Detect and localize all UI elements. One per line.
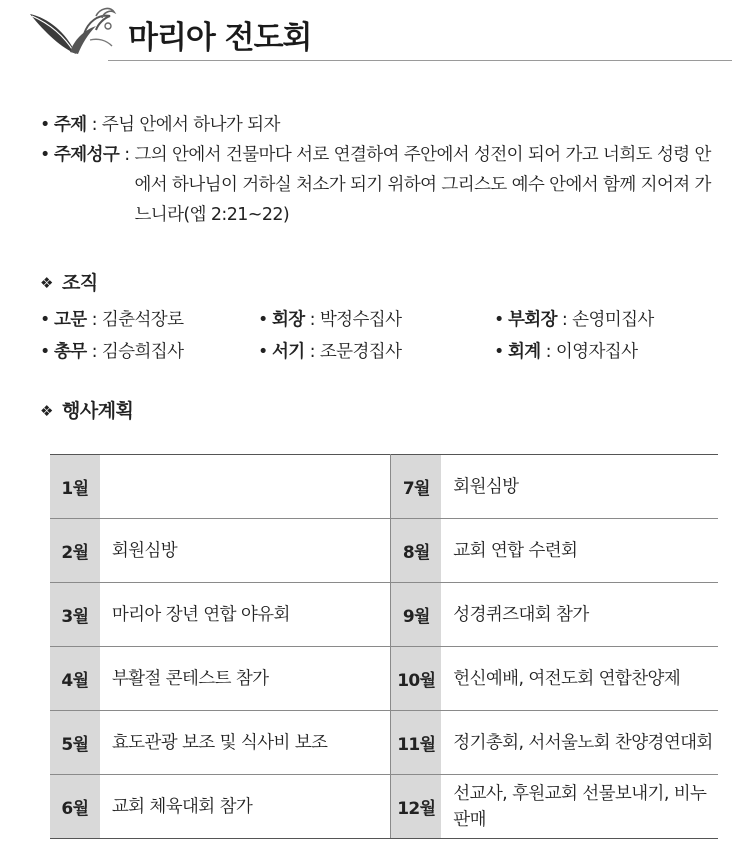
diamond-bullet-icon: ❖ xyxy=(40,274,53,292)
table-row xyxy=(50,647,718,711)
organization-entry xyxy=(494,336,637,368)
verse-separator: : xyxy=(119,145,135,165)
verse-label-group xyxy=(40,140,134,230)
month-cell: 8월 xyxy=(391,519,441,583)
month-cell: 6월 xyxy=(50,775,100,839)
table-row xyxy=(50,711,718,775)
bullet-icon: • xyxy=(258,342,268,362)
organization-entry xyxy=(258,336,401,368)
organization-entry xyxy=(40,336,183,368)
organization-row xyxy=(40,304,740,336)
theme-verse-row xyxy=(40,140,740,230)
role-label: 고문 xyxy=(54,310,87,330)
role-label: 총무 xyxy=(54,342,87,362)
organization-entry xyxy=(40,304,183,336)
verse-text: 그의 안에서 건물마다 서로 연결하여 주안에서 성전이 되어 가고 너희도 성령 안에서 하나님이 거하실 처소가 되기 위하여 그리스도 예수 안에서 함께 지어져 가느니라(엡 2:21~22) xyxy=(134,145,711,225)
diamond-bullet-icon: ❖ xyxy=(40,402,53,420)
month-cell: 3월 xyxy=(50,583,100,647)
role-separator: : xyxy=(556,310,573,330)
plan-cell: 헌신예배, 여전도회 연합찬양제 xyxy=(441,647,718,711)
organization-entry xyxy=(258,304,401,336)
member-name: 이영자집사 xyxy=(555,342,638,362)
events-table xyxy=(50,454,718,839)
member-name: 박정수집사 xyxy=(319,310,402,330)
theme-row xyxy=(40,110,740,140)
bullet-icon: • xyxy=(40,342,50,362)
role-label: 회장 xyxy=(272,310,305,330)
month-cell: 12월 xyxy=(391,775,441,839)
role-label: 부회장 xyxy=(508,310,557,330)
month-cell: 11월 xyxy=(391,711,441,775)
organization-list xyxy=(40,304,740,368)
role-separator: : xyxy=(304,310,320,330)
plan-cell: 효도관광 보조 및 식사비 보조 xyxy=(100,711,391,775)
bullet-icon: • xyxy=(494,342,504,362)
month-cell: 9월 xyxy=(391,583,441,647)
member-name: 김춘석장로 xyxy=(101,310,184,330)
bullet-icon: • xyxy=(494,310,504,330)
plan-cell: 부활절 콘테스트 참가 xyxy=(100,647,391,711)
organization-row xyxy=(40,336,740,368)
month-cell: 10월 xyxy=(391,647,441,711)
plan-cell: 정기총회, 서서울노회 찬양경연대회 xyxy=(441,711,718,775)
table-row xyxy=(50,583,718,647)
verse-label: 주제성구 xyxy=(54,145,120,165)
member-name: 김승희집사 xyxy=(101,342,184,362)
month-cell: 4월 xyxy=(50,647,100,711)
member-name: 조문경집사 xyxy=(319,342,402,362)
plan-cell: 회원심방 xyxy=(441,455,718,519)
month-cell: 1월 xyxy=(50,455,100,519)
plan-cell: 선교사, 후원교회 선물보내기, 비누판매 xyxy=(441,775,718,839)
table-row xyxy=(50,775,718,839)
leaf-ornament-icon xyxy=(26,4,118,58)
theme-label: 주제 xyxy=(54,115,87,135)
bullet-icon: • xyxy=(40,115,50,135)
events-heading-label: 행사계획 xyxy=(62,400,134,422)
month-cell: 2월 xyxy=(50,519,100,583)
header-divider xyxy=(108,60,732,61)
theme-text: 주님 안에서 하나가 되자 xyxy=(101,115,280,135)
bullet-icon: • xyxy=(40,145,50,165)
page-header xyxy=(0,0,750,62)
bullet-icon: • xyxy=(40,310,50,330)
plan-cell: 마리아 장년 연합 야유회 xyxy=(100,583,391,647)
member-name: 손영미집사 xyxy=(572,310,654,330)
events-heading xyxy=(40,396,133,423)
role-separator: : xyxy=(86,342,102,362)
plan-cell: 교회 연합 수련회 xyxy=(441,519,718,583)
theme-block xyxy=(40,110,740,230)
month-cell: 5월 xyxy=(50,711,100,775)
month-cell: 7월 xyxy=(391,455,441,519)
organization-entry xyxy=(494,304,654,336)
theme-separator: : xyxy=(86,115,102,135)
plan-cell xyxy=(100,455,391,519)
role-label: 서기 xyxy=(272,342,305,362)
role-separator: : xyxy=(86,310,102,330)
page-title: 마리아 전도회 xyxy=(128,20,312,56)
plan-cell: 성경퀴즈대회 참가 xyxy=(441,583,718,647)
table-row xyxy=(50,519,718,583)
role-separator: : xyxy=(304,342,320,362)
org-heading-label: 조직 xyxy=(62,272,98,294)
plan-cell: 회원심방 xyxy=(100,519,391,583)
plan-cell: 교회 체육대회 참가 xyxy=(100,775,391,839)
role-label: 회계 xyxy=(508,342,541,362)
bullet-icon: • xyxy=(258,310,268,330)
role-separator: : xyxy=(540,342,556,362)
org-heading xyxy=(40,268,98,295)
table-row xyxy=(50,455,718,519)
